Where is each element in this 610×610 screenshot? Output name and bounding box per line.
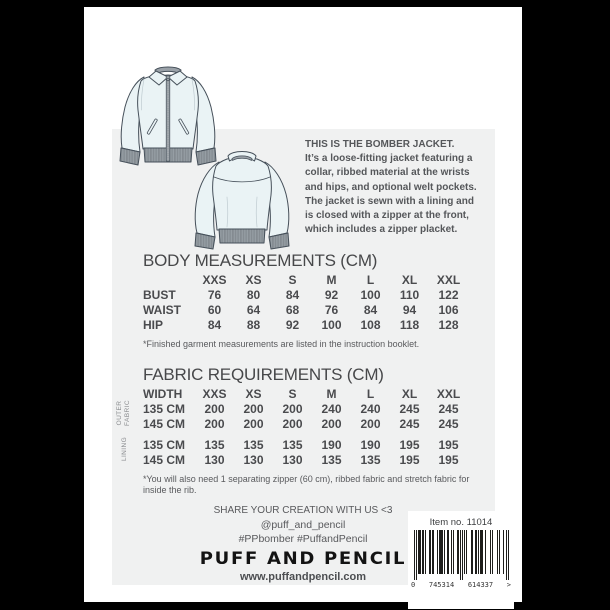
body-measurements-section bbox=[143, 251, 481, 350]
fabric-requirements-table bbox=[143, 386, 481, 467]
size-header: L bbox=[366, 386, 375, 401]
table-cell: 200 bbox=[282, 416, 303, 431]
table-cell: 195 bbox=[438, 452, 459, 467]
instagram-handle: @puff_and_pencil bbox=[260, 519, 346, 531]
row-label: 145 CM bbox=[143, 416, 186, 431]
table-cell: 92 bbox=[285, 317, 300, 332]
description-line: which includes a zipper placket. bbox=[305, 224, 458, 236]
table-cell: 88 bbox=[246, 317, 261, 332]
size-header: XL bbox=[401, 386, 418, 401]
table-row bbox=[143, 302, 481, 317]
table-cell: 200 bbox=[204, 416, 225, 431]
description-line: and hips, and optional welt pockets. bbox=[305, 181, 477, 193]
table-row bbox=[143, 317, 481, 332]
table-row bbox=[143, 287, 481, 302]
description-line: It’s a loose-fitting jacket featuring a bbox=[305, 153, 473, 165]
row-label: 135 CM bbox=[143, 437, 186, 452]
table-cell: 135 bbox=[321, 452, 342, 467]
fabric-requirements-section bbox=[143, 365, 481, 496]
table-row bbox=[143, 437, 481, 452]
size-header: L bbox=[366, 272, 375, 287]
table-cell: 245 bbox=[438, 416, 459, 431]
row-label: BUST bbox=[143, 287, 176, 302]
size-header: XXS bbox=[202, 272, 227, 287]
row-label: HIP bbox=[143, 317, 164, 332]
row-label: 145 CM bbox=[143, 452, 186, 467]
barcode-digits: 0 745314 614337 > bbox=[411, 581, 511, 589]
table-cell: 200 bbox=[282, 401, 303, 416]
size-header: XXL bbox=[436, 272, 461, 287]
table-cell: 245 bbox=[399, 401, 420, 416]
body-measurements-table bbox=[143, 272, 481, 332]
table-header-row bbox=[143, 272, 481, 287]
table-cell: 130 bbox=[204, 452, 225, 467]
size-header: XS bbox=[245, 272, 262, 287]
table-cell: 135 bbox=[243, 437, 264, 452]
table-cell: 130 bbox=[243, 452, 264, 467]
table-cell: 130 bbox=[282, 452, 303, 467]
brand-logo: PUFF AND PENCIL bbox=[199, 549, 407, 569]
table-cell: 240 bbox=[360, 401, 381, 416]
item-number: Item no. 11014 bbox=[429, 517, 493, 528]
description-title: THIS IS THE BOMBER JACKET. bbox=[305, 139, 455, 150]
table-cell: 240 bbox=[321, 401, 342, 416]
table-cell: 92 bbox=[324, 287, 339, 302]
table-cell: 84 bbox=[285, 287, 300, 302]
table-cell: 76 bbox=[207, 287, 222, 302]
description-line: is closed with a zipper at the front, bbox=[305, 210, 469, 222]
table-cell: 100 bbox=[360, 287, 381, 302]
size-header: S bbox=[288, 386, 297, 401]
envelope-paper bbox=[84, 7, 522, 602]
hashtags: #PPbomber #PuffandPencil bbox=[238, 533, 368, 545]
table-cell: 76 bbox=[324, 302, 339, 317]
table-cell: 190 bbox=[360, 437, 381, 452]
table-cell: 100 bbox=[321, 317, 342, 332]
table-cell: 84 bbox=[363, 302, 378, 317]
table-cell: 245 bbox=[438, 401, 459, 416]
row-label: 135 CM bbox=[143, 401, 186, 416]
body-measurements-footnote: *Finished garment measurements are listed in the instruction booklet. bbox=[143, 339, 420, 349]
size-header: XXS bbox=[202, 386, 227, 401]
table-row bbox=[143, 452, 481, 467]
barcode-ean13 bbox=[414, 530, 509, 580]
table-cell: 200 bbox=[243, 416, 264, 431]
size-header: XXL bbox=[436, 386, 461, 401]
table-cell: 200 bbox=[321, 416, 342, 431]
size-header: XL bbox=[401, 272, 418, 287]
table-cell: 106 bbox=[438, 302, 459, 317]
table-cell: 122 bbox=[438, 287, 459, 302]
table-cell: 110 bbox=[399, 287, 420, 302]
table-cell: 84 bbox=[207, 317, 222, 332]
fabric-requirements-footnote: *You will also need 1 separating zipper (60 cm), ribbed fabric and stretch fabric for inside the rib. bbox=[143, 474, 470, 495]
size-header: XS bbox=[245, 386, 262, 401]
table-cell: 195 bbox=[438, 437, 459, 452]
bomber-jacket-back-illustration bbox=[192, 147, 292, 250]
table-cell: 94 bbox=[402, 302, 417, 317]
table-cell: 200 bbox=[360, 416, 381, 431]
table-cell: 108 bbox=[360, 317, 381, 332]
table-cell: 135 bbox=[360, 452, 381, 467]
row-label: WAIST bbox=[143, 302, 181, 317]
table-cell: 128 bbox=[438, 317, 459, 332]
table-cell: 190 bbox=[321, 437, 342, 452]
table-cell: 118 bbox=[399, 317, 420, 332]
barcode-box bbox=[408, 511, 514, 609]
table-cell: 195 bbox=[399, 452, 420, 467]
website-url: www.puffandpencil.com bbox=[239, 571, 367, 583]
size-header: M bbox=[326, 272, 337, 287]
share-line: SHARE YOUR CREATION WITH US <3 bbox=[213, 505, 393, 516]
table-row bbox=[143, 401, 481, 416]
table-row bbox=[143, 416, 481, 431]
width-header: WIDTH bbox=[143, 386, 183, 401]
description-line: collar, ribbed material at the wrists bbox=[305, 167, 470, 179]
product-description bbox=[305, 138, 505, 237]
size-header: S bbox=[288, 272, 297, 287]
table-cell: 60 bbox=[207, 302, 222, 317]
table-cell: 64 bbox=[246, 302, 261, 317]
table-cell: 135 bbox=[282, 437, 303, 452]
table-cell: 200 bbox=[204, 401, 225, 416]
table-cell: 68 bbox=[285, 302, 300, 317]
table-cell: 80 bbox=[246, 287, 261, 302]
table-header-row bbox=[143, 386, 481, 401]
size-header: M bbox=[326, 386, 337, 401]
table-cell: 200 bbox=[243, 401, 264, 416]
outer-fabric-vertical-label: OUTER FABRIC bbox=[116, 400, 131, 426]
body-measurements-title: BODY MEASUREMENTS (CM) bbox=[143, 251, 378, 270]
description-line: The jacket is sewn with a lining and bbox=[305, 195, 474, 207]
table-cell: 135 bbox=[204, 437, 225, 452]
fabric-requirements-title: FABRIC REQUIREMENTS (CM) bbox=[143, 365, 384, 384]
lining-vertical-label: LINING bbox=[121, 436, 128, 462]
table-cell: 195 bbox=[399, 437, 420, 452]
table-cell: 245 bbox=[399, 416, 420, 431]
